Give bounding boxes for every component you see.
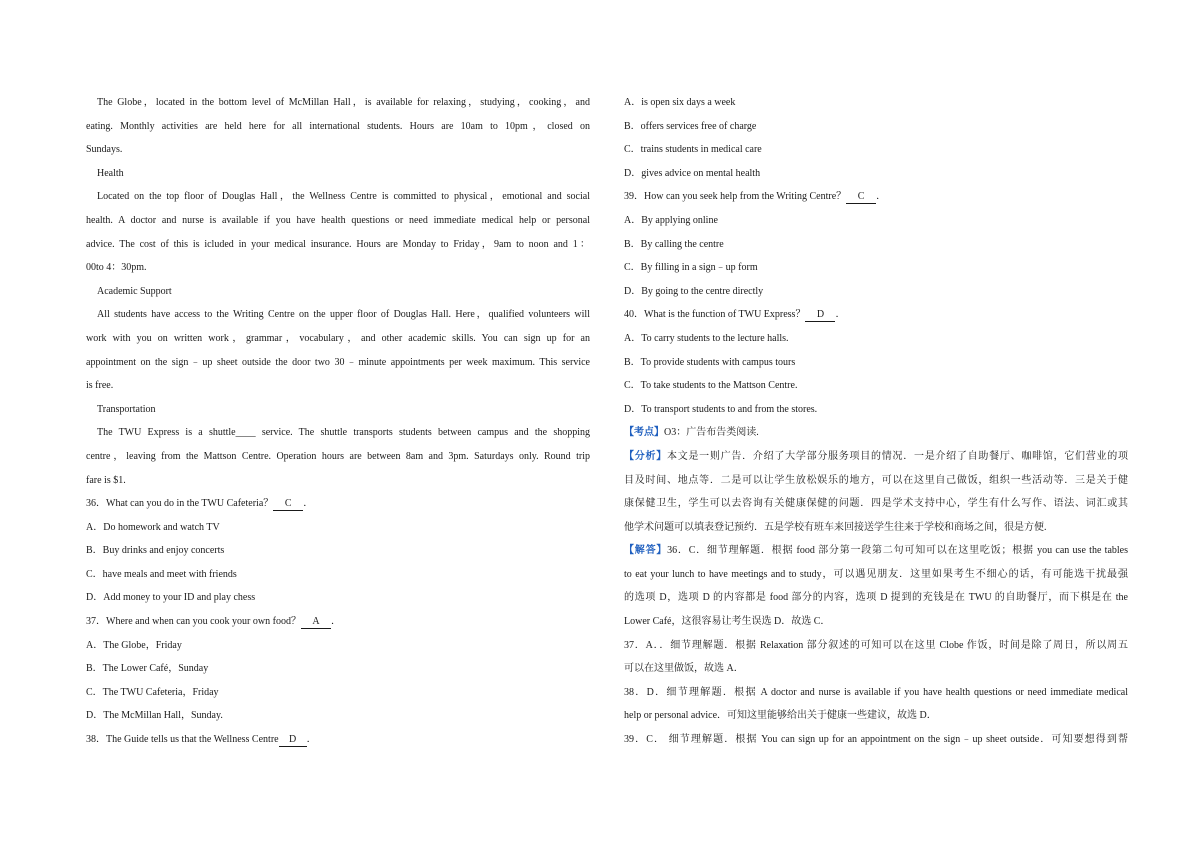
question-stem: 36．What can you do in the TWU Cafeteria？ <box>86 498 274 510</box>
question-39 <box>624 185 1128 209</box>
answer-blank: A <box>301 616 331 629</box>
answer-blank: D <box>805 309 835 322</box>
health-line: Located on the top floor of Douglas Hall，the Wellness Centre is committed to physical，emotional and social <box>97 191 590 203</box>
option: A．The Globe，Friday <box>86 639 182 651</box>
answer-blank: D <box>279 734 307 747</box>
option: B．offers services free of charge <box>624 120 757 132</box>
option: D．The McMillan Hall，Sunday. <box>86 710 223 722</box>
kaodian-line <box>624 421 1128 445</box>
jieda-text: 36．C．细节理解题．根据 food 部分第一段第二句可知可以在这里吃饭；根据 you can use the tables <box>667 545 1128 557</box>
option: D．gives advice on mental health <box>624 167 761 179</box>
option: B．To provide students with campus tours <box>624 356 796 368</box>
fenxi-tag: 【分析】 <box>624 450 667 462</box>
question-stem: 38．The Guide tells us that the Wellness Centre <box>86 734 279 746</box>
option: B．Buy drinks and enjoy concerts <box>86 545 225 557</box>
question-end: ． <box>835 309 846 321</box>
transport-line: The TWU Express is a shuttle____ service. The shuttle transports students between campus and the shopping <box>97 427 590 439</box>
option: C．By filling in a sign﹣up form <box>624 262 758 274</box>
globe-line: eating. Monthly activities are held here for all international students. Hours are 10am to 10pm，closed on <box>86 120 590 132</box>
transport-line: fare is $1. <box>86 474 126 486</box>
jieda-line: 可以在这里做饭，故选 A． <box>624 663 744 675</box>
left-column <box>86 91 590 752</box>
fenxi-line: 他学术问题可以填表登记预约．五是学校有班车来回接送学生往来于学校和商场之间，很是方便. <box>624 521 1047 533</box>
right-column <box>624 91 1128 752</box>
section-heading-health: Health <box>97 167 124 179</box>
option: A．By applying online <box>624 214 718 226</box>
section-heading-transport: Transportation <box>97 403 156 415</box>
option: D．By going to the centre directly <box>624 285 764 297</box>
option: B．The Lower Café，Sunday <box>86 663 209 675</box>
kaodian-tag: 【考点】 <box>624 427 664 439</box>
question-stem: 40．What is the function of TWU Express？ <box>624 309 806 321</box>
academic-line: work with you on written work，grammar，vocabulary，and other academic skills. You can sign up for an <box>86 332 590 344</box>
question-36 <box>86 492 590 516</box>
fenxi-line <box>624 445 1128 469</box>
question-37 <box>86 610 590 634</box>
option: A．Do homework and watch TV <box>86 521 220 533</box>
jieda-line: 38．D．细节理解题．根据 A doctor and nurse is available if you have health questions or need immediate medical <box>624 686 1128 698</box>
jieda-line: 的选项 D，选项 D 的内容都是 food 部分的内容，选项 D 提到的充钱是在 TWU 的自助餐厅，而下棋是在 the <box>624 592 1128 604</box>
globe-line: Sundays. <box>86 144 123 156</box>
option: D．To transport students to and from the stores. <box>624 403 818 415</box>
academic-line: appointment on the sign﹣up sheet outside the door two 30﹣minute appointments per week maximum. This service <box>86 356 590 368</box>
academic-line: is free. <box>86 380 114 392</box>
fenxi-line: 目及时间、地点等．二是可以让学生放松娱乐的地方，可以在这里自己做饭，组织一些活动等．三是关于健 <box>624 474 1128 486</box>
option: C．trains students in medical care <box>624 144 762 156</box>
jieda-line: Lower Café，这很容易让考生误选 D．故选 C． <box>624 616 831 628</box>
question-end: ． <box>306 734 317 746</box>
option: C．The TWU Cafeteria，Friday <box>86 686 219 698</box>
answer-blank: C <box>273 498 303 511</box>
jieda-line: to eat your lunch to have meetings and to study，可以遇见朋友．这里如果考生不细心的话，有可能选干扰最强 <box>624 568 1128 580</box>
jieda-tag: 【解答】 <box>624 545 668 557</box>
fenxi-text: 本文是一则广告．介绍了大学部分服务项目的情况．一是介绍了自助餐厅、咖啡馆，它们营业的项 <box>666 450 1128 462</box>
jieda-line: help or personal advice．可知这里能够给出关于健康一些建议，故选 D． <box>624 710 937 722</box>
question-38 <box>86 728 590 752</box>
jieda-line: 37．A．．细节理解题．根据 Relaxation 部分叙述的可知可以在这里 Clobe 作饭，时间是除了周日，所以周五 <box>624 639 1128 651</box>
option: D．Add money to your ID and play chess <box>86 592 256 604</box>
question-end: ． <box>876 191 887 203</box>
kaodian-text: O3：广告布告类阅读. <box>664 427 759 439</box>
option: A．is open six days a week <box>624 97 736 108</box>
section-heading-academic: Academic Support <box>97 285 172 297</box>
option: A．To carry students to the lecture halls. <box>624 332 789 344</box>
health-line: advice. The cost of this is icluded in your medical insurance. Hours are Monday to Friday，9am to noon and 1： <box>86 238 590 250</box>
health-line: health. A doctor and nurse is available if you have health questions or need immediate medical help or personal <box>86 214 590 226</box>
option: C．have meals and meet with friends <box>86 568 237 580</box>
option: C．To take students to the Mattson Centre. <box>624 380 798 392</box>
question-40 <box>624 303 1128 327</box>
jieda-line: 39．C． 细节理解题．根据 You can sign up for an appointment on the sign﹣up sheet outside．可知要想得到帮 <box>624 734 1128 746</box>
transport-line: centre，leaving from the Mattson Centre. Operation hours are between 8am and 3pm. Saturdays only. Round trip <box>86 450 590 462</box>
answer-blank: C <box>846 191 876 204</box>
question-stem: 39．How can you seek help from the Writing Centre？ <box>624 191 847 203</box>
option: B．By calling the centre <box>624 238 724 250</box>
academic-line: All students have access to the Writing Centre on the upper floor of Douglas Hall. Here，qualified volunteers will <box>97 309 590 321</box>
question-end: ． <box>330 616 341 628</box>
fenxi-line: 康保健卫生，学生可以去咨询有关健康保健的问题．四是学术支持中心，学生有什么写作、语法、词汇或其 <box>624 498 1128 510</box>
globe-line: The Globe，located in the bottom level of McMillan Hall，is available for relaxing，studying，cooking，and <box>97 97 590 108</box>
question-stem: 37．Where and when can you cook your own food？ <box>86 616 301 628</box>
health-line: 00to 4：30pm. <box>86 262 147 274</box>
question-end: ． <box>303 498 314 510</box>
jieda-line <box>624 539 1128 563</box>
